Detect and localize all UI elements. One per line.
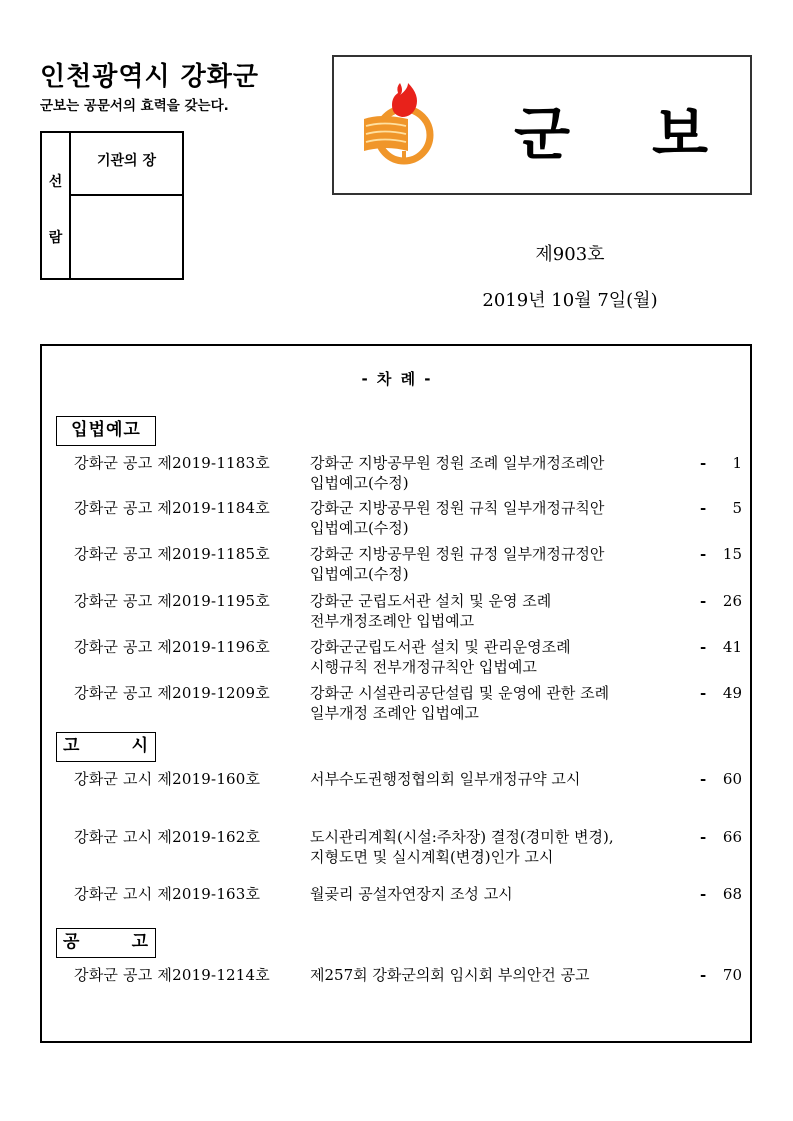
entry-page: 70	[722, 966, 742, 984]
issue-date: 2019년 10월 7일(월)	[482, 290, 658, 311]
entry-title: 제257회 강화군의회 임시회 부의안건 공고	[310, 966, 590, 984]
entry-dash: -	[700, 684, 707, 702]
entry-title: 강화군 지방공무원 정원 규칙 일부개정규칙안 입법예고(수정)	[310, 499, 605, 537]
entry-dash: -	[700, 828, 707, 846]
entry-title: 강화군 군립도서관 설치 및 운영 조례 전부개정조례안 입법예고	[310, 592, 552, 630]
issue-number: 제903호	[535, 244, 605, 265]
entry-dash: -	[700, 545, 707, 563]
entry-dash: -	[700, 966, 707, 984]
review-side-label-2: 람	[48, 230, 63, 246]
entry-page: 49	[722, 684, 742, 702]
ganghwa-county-emblem-icon	[360, 79, 440, 169]
entry-title: 도시관리계획(시설:주차장) 결정(경미한 변경), 지형도면 및 실시계획(변경)인가 고시	[310, 828, 614, 866]
entry-ref: 강화군 공고 제2019-1195호	[74, 592, 270, 610]
toc-title: - 차 례 -	[361, 370, 431, 388]
entry-page: 41	[722, 638, 742, 656]
entry-ref: 강화군 공고 제2019-1214호	[74, 966, 270, 984]
entry-title: 강화군 지방공무원 정원 조례 일부개정조례안 입법예고(수정)	[310, 454, 605, 492]
entry-ref: 강화군 공고 제2019-1183호	[74, 454, 270, 472]
entry-ref: 강화군 공고 제2019-1185호	[74, 545, 270, 563]
masthead-char-1: 군	[514, 100, 571, 168]
section-label-announcement	[56, 928, 156, 958]
entry-dash: -	[700, 638, 707, 656]
entry-dash: -	[700, 454, 707, 472]
entry-page: 15	[722, 545, 742, 563]
entry-page: 1	[732, 454, 742, 472]
org-subtitle: 군보는 공문서의 효력을 갖는다.	[40, 98, 229, 114]
entry-title: 강화군 시설관리공단설립 및 운영에 관한 조례 일부개정 조례안 입법예고	[310, 684, 610, 722]
entry-title: 월곶리 공설자연장지 조성 고시	[310, 885, 513, 903]
entry-ref: 강화군 공고 제2019-1184호	[74, 499, 270, 517]
masthead-char-2: 보	[652, 100, 709, 168]
entry-ref: 강화군 공고 제2019-1196호	[74, 638, 270, 656]
masthead	[332, 55, 752, 195]
table-of-contents	[40, 344, 752, 1043]
section-label-char-1: 공	[63, 932, 81, 952]
entry-ref: 강화군 고시 제2019-160호	[74, 770, 261, 788]
entry-title: 강화군 지방공무원 정원 규정 일부개정규정안 입법예고(수정)	[310, 545, 605, 583]
review-header-cell: 기관의 장	[71, 133, 182, 196]
section-label-char-1: 고	[63, 736, 81, 756]
section-label-text: 입법예고	[71, 420, 141, 440]
entry-ref: 강화군 고시 제2019-162호	[74, 828, 261, 846]
entry-title: 서부수도권행정협의회 일부개정규약 고시	[310, 770, 581, 788]
entry-ref: 강화군 고시 제2019-163호	[74, 885, 261, 903]
org-title: 인천광역시 강화군	[40, 62, 259, 92]
entry-dash: -	[700, 499, 707, 517]
review-side-label-1: 선	[48, 174, 63, 190]
section-label-public-notice	[56, 732, 156, 762]
entry-page: 5	[732, 499, 742, 517]
section-label-legislative-notice	[56, 416, 156, 446]
entry-dash: -	[700, 592, 707, 610]
entry-ref: 강화군 공고 제2019-1209호	[74, 684, 270, 702]
entry-title: 강화군군립도서관 설치 및 관리운영조례 시행규칙 전부개정규칙안 입법예고	[310, 638, 571, 676]
entry-page: 68	[722, 885, 742, 903]
section-label-char-2: 고	[131, 932, 149, 952]
entry-page: 66	[722, 828, 742, 846]
entry-dash: -	[700, 885, 707, 903]
section-label-char-2: 시	[131, 736, 149, 756]
entry-dash: -	[700, 770, 707, 788]
entry-page: 26	[722, 592, 742, 610]
entry-page: 60	[722, 770, 742, 788]
